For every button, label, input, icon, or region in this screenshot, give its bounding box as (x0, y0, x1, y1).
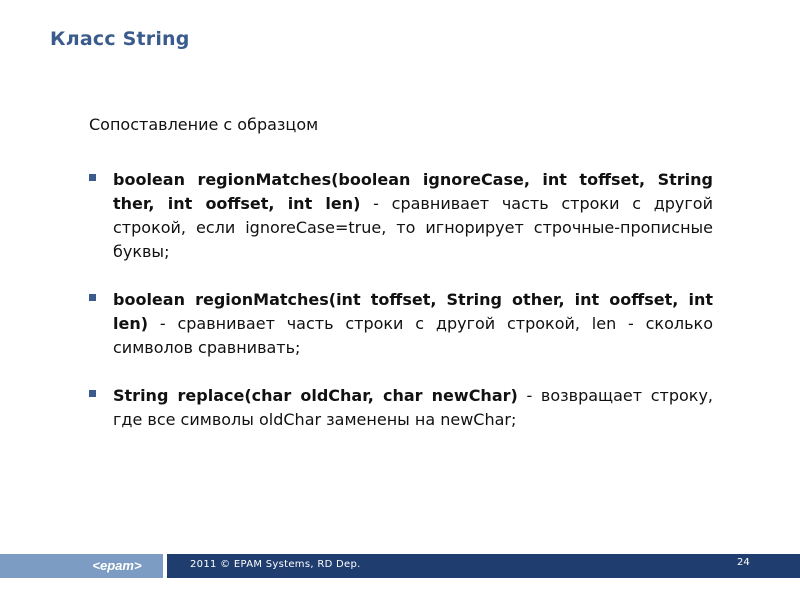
method-description: - сравнивает часть строки с другой строкой, если ignoreCase=true, то игнорирует строчные-прописные буквы; (113, 194, 713, 261)
bullet-item (89, 168, 713, 264)
method-description: - возвращает строку, где все символы oldChar заменены на newChar; (113, 386, 713, 429)
slide-title: Класс String (50, 28, 190, 50)
bullet-list (89, 168, 713, 456)
square-bullet-icon (89, 174, 96, 181)
square-bullet-icon (89, 390, 96, 397)
square-bullet-icon (89, 294, 96, 301)
method-signature: boolean regionMatches(int toffset, String other, int ooffset, int len) (113, 290, 713, 333)
slide-subtitle: Сопоставление с образцом (89, 115, 319, 134)
method-signature: String replace(char oldChar, char newChar) (113, 386, 518, 405)
page-number: 24 (737, 557, 750, 568)
footer-bar (0, 554, 800, 578)
bullet-item (89, 384, 713, 432)
footer-logo-area (0, 554, 163, 578)
epam-logo: <epam> (92, 558, 142, 573)
bullet-item (89, 288, 713, 360)
method-signature: boolean regionMatches(boolean ignoreCase, int toffset, String ther, int ooffset, int len) (113, 170, 713, 213)
method-description: - сравнивает часть строки с другой строкой, len - сколько символов сравнивать; (113, 314, 713, 357)
copyright-text: 2011 © EPAM Systems, RD Dep. (190, 559, 361, 570)
